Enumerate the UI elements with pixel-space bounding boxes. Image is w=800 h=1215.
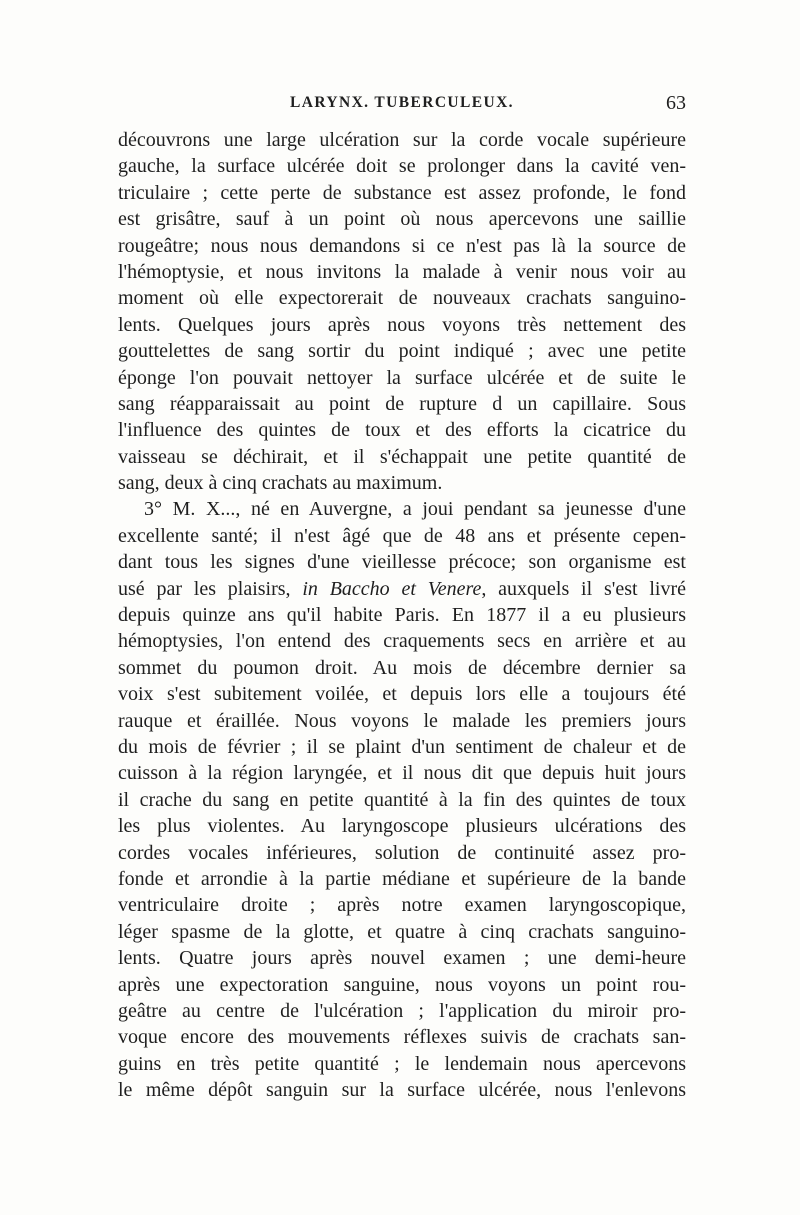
text-line: sang, deux à cinq crachats au maximum. [118,472,443,495]
text-line: le même dépôt sanguin sur la surface ulcérée, nous l'enlevons [118,1079,686,1102]
text-line: éponge l'on pouvait nettoyer la surface ulcérée et de suite le [118,366,686,389]
text-line: voix s'est subitement voilée, et depuis lors elle a toujours été [118,683,686,706]
text-line: guins en très petite quantité ; le lendemain nous apercevons [118,1052,686,1075]
text-line: lents. Quelques jours après nous voyons très nettement des [118,313,686,336]
text-line: découvrons une large ulcération sur la corde vocale supérieure [118,129,686,151]
text-line: excellente santé; il n'est âgé que de 48 ans et présente cepen- [118,524,686,547]
text-line: vaisseau se déchirait, et il s'échappait une petite quantité de [118,445,686,468]
text-line: léger spasme de la glotte, et quatre à cinq crachats sanguino- [118,920,686,943]
italic-phrase: in Baccho et Venere [302,577,482,600]
text-line: hémoptysies, l'on entend des craquements secs en arrière et au [118,630,686,653]
text-line: usé par les plaisirs, in Baccho et Venere, auxquels il s'est livré [118,577,687,600]
text-line: voque encore des mouvements réflexes suivis de crachats san- [118,1026,686,1049]
text-line: du mois de février ; il se plaint d'un sentiment de chaleur et de [118,735,686,758]
text-line: dant tous les signes d'une vieillesse précoce; son organisme est [118,551,686,574]
text-line: gouttelettes de sang sortir du point indiqué ; avec une petite [118,340,686,363]
body-text [118,127,686,1103]
text-line: fonde et arrondie à la partie médiane et supérieure de la bande [118,867,686,890]
text-line: triculaire ; cette perte de substance est assez profonde, le fond [118,181,686,204]
text-line: les plus violentes. Au laryngoscope plusieurs ulcérations des [118,815,686,838]
text-line: gauche, la surface ulcérée doit se prolonger dans la cavité ven- [118,155,686,178]
text-line: lents. Quatre jours après nouvel examen ; une demi-heure [118,947,686,970]
text-line: sommet du poumon droit. Au mois de décembre dernier sa [118,656,686,679]
text-line: geâtre au centre de l'ulcération ; l'application du miroir pro- [118,999,686,1022]
text-line: est grisâtre, sauf à un point où nous apercevons une saillie [118,208,686,231]
text-line: cuisson à la région laryngée, et il nous dit que depuis huit jours [118,762,686,785]
page-header [118,94,686,118]
text-line: sang réapparaissait au point de rupture d un capillaire. Sous [118,392,686,415]
text-line: depuis quinze ans qu'il habite Paris. En 1877 il a eu plusieurs [118,604,686,627]
text-line: il crache du sang en petite quantité à la fin des quintes de toux [118,788,686,811]
running-head: LARYNX. TUBERCULEUX. [290,94,514,111]
text-line: ventriculaire droite ; après notre examen laryngoscopique, [118,894,686,917]
text-line: moment où elle expectorerait de nouveaux crachats sanguino- [118,287,686,310]
text-line: l'hémoptysie, et nous invitons la malade à venir nous voir au [118,260,686,283]
text-line: 3° M. X..., né en Auvergne, a joui pendant sa jeunesse d'une [144,498,686,521]
text-line: l'influence des quintes de toux et des efforts la cicatrice du [118,419,686,442]
text-line: cordes vocales inférieures, solution de continuité assez pro- [118,841,686,864]
page-number: 63 [666,92,686,114]
text-line: après une expectoration sanguine, nous voyons un point rou- [118,973,686,996]
text-line: rougeâtre; nous nous demandons si ce n'est pas là la source de [118,234,686,257]
text-line: rauque et éraillée. Nous voyons le malade les premiers jours [118,709,686,732]
